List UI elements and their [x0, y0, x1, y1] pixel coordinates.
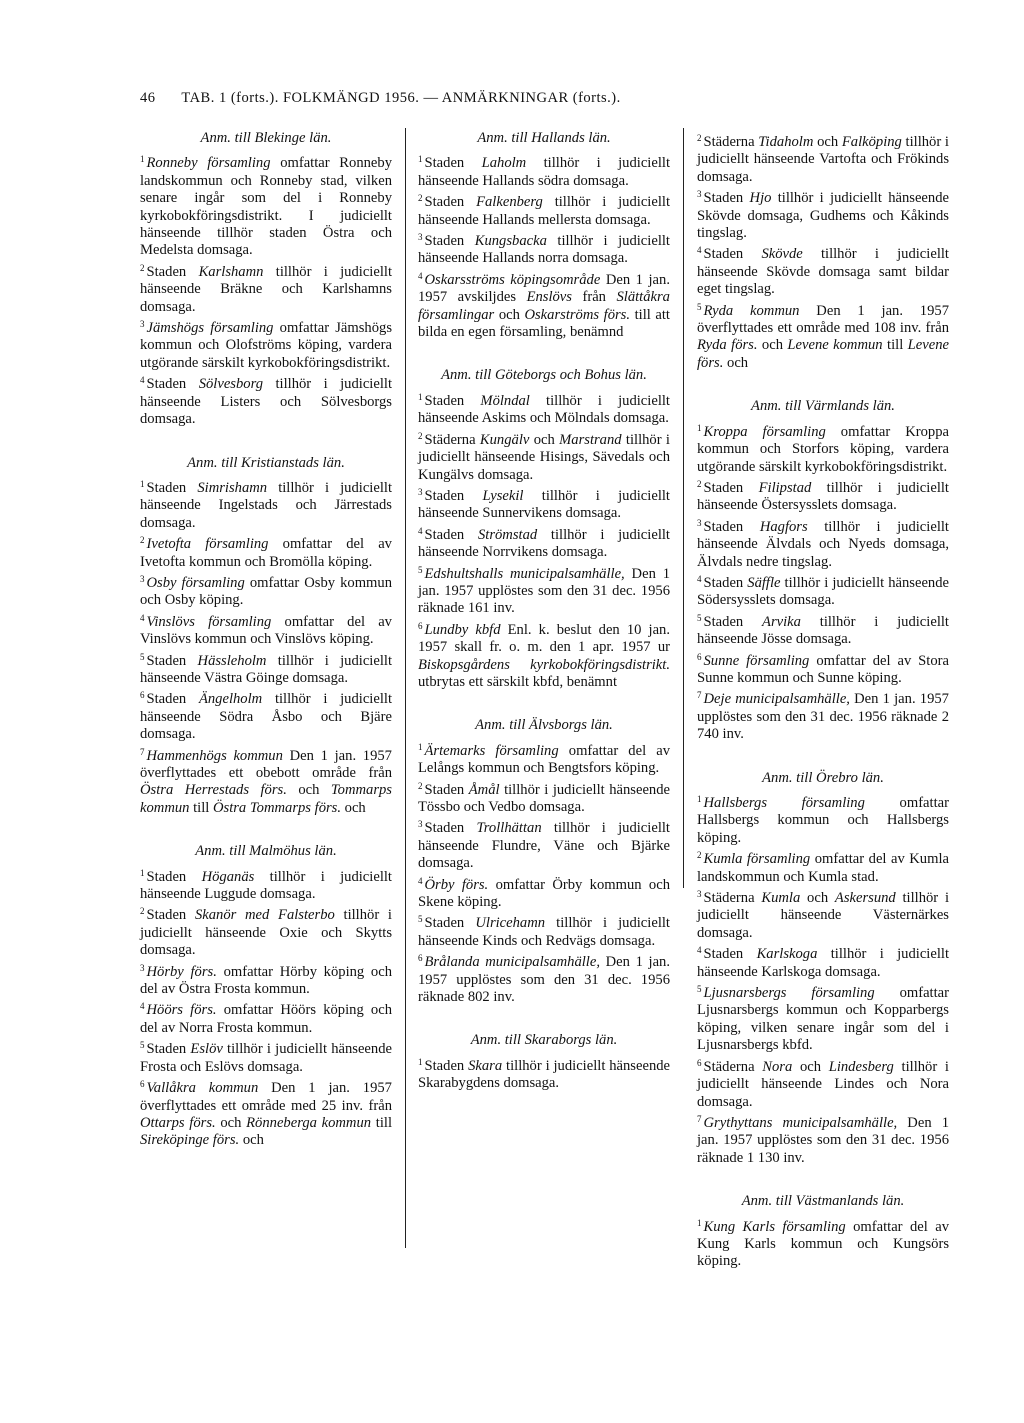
- footnote-italic-name: Levene förs.: [697, 337, 949, 371]
- footnote-italic-name: Slättåkra församlingar: [418, 289, 670, 323]
- footnote: [140, 865, 392, 904]
- footnote-number: 6: [697, 1057, 702, 1068]
- footnote-italic-name: Enslövs: [526, 289, 572, 306]
- footnote-italic-name: Ronneby församling: [146, 155, 271, 172]
- footnote-text: omfattar del av Stora Sunne kommun och Sunne köping.: [697, 652, 949, 686]
- section-heading: Anm. till Värmlands län.: [751, 398, 895, 415]
- footnote-text: tillhör i judiciellt hänseende Bräkne och Karlshamns domsaga.: [140, 263, 393, 315]
- footnote-number: 3: [697, 517, 702, 528]
- section-heading: Anm. till Örebro län.: [762, 769, 884, 786]
- footnote-italic-name: Hörby förs.: [146, 963, 217, 980]
- section-heading: Anm. till Malmöhus län.: [195, 843, 337, 860]
- footnote-text: som den 31 dec. 1956 räknade 2 740 inv.: [697, 708, 949, 743]
- page-title: TAB. 1 (forts.). FOLKMÄNGD 1956. — ANMÄRKNINGAR (forts.).: [181, 90, 621, 106]
- footnote-italic-name: Ryda förs.: [697, 337, 758, 354]
- footnote-text: omfattar del av Kung Karls kommun och Kungsörs köping.: [697, 1218, 949, 1270]
- footnote-number: 6: [418, 620, 423, 631]
- footnote: [697, 847, 949, 886]
- footnote-number: 6: [697, 651, 702, 662]
- footnote-italic-name: Hjo: [749, 190, 772, 207]
- footnote-number: 2: [140, 535, 145, 546]
- footnote-text: Staden: [703, 518, 744, 535]
- footnote-text: Staden: [146, 907, 187, 924]
- footnote-italic-name: Ottarps förs.: [140, 1114, 216, 1131]
- footnote-text: omfattar Hörby köping och del av Östra Frosta kommun.: [140, 963, 392, 998]
- footnote-italic-name: Ivetofta församling: [146, 536, 269, 553]
- footnote: [418, 618, 670, 692]
- footnote-number: 7: [140, 746, 145, 757]
- footnote-italic-name: Karlskoga: [756, 946, 818, 963]
- footnote-text: tillhör i judiciellt hänseende Flundre, Väne och Bjärke domsaga.: [418, 820, 670, 872]
- footnote-italic-name: Östra Tommarps förs.: [212, 799, 341, 816]
- footnote-italic-name: Sunne församling: [703, 652, 810, 669]
- footnote-number: 3: [140, 319, 145, 330]
- section-heading: Anm. till Göteborgs och Bohus län.: [441, 367, 647, 384]
- footnote-text: till: [193, 799, 210, 816]
- footnote-number: 1: [418, 391, 423, 402]
- footnote: [140, 960, 392, 999]
- footnote-italic-name: Kungsbacka: [474, 233, 547, 250]
- footnote-italic-name: Sölvesborg: [198, 376, 264, 393]
- footnote-number: 5: [418, 914, 423, 925]
- footnote-text: Staden: [424, 1057, 465, 1074]
- footnote-text: omfattar del av Ivetofta kommun och Bromölla köping.: [140, 536, 392, 570]
- footnote-italic-name: Skanör med Falsterbo: [194, 907, 335, 924]
- footnote-text: tillhör i judiciellt hänseende Skövde domsaga, Gudhems och Kåkinds tingslag.: [697, 190, 949, 242]
- footnote-italic-name: Ängelholm: [198, 691, 263, 708]
- footnote-text: omfattar del av Lelångs kommun och Bengtsfors köping.: [418, 742, 670, 777]
- footnote-italic-name: Nora: [762, 1058, 793, 1075]
- footnote-italic-name: Skara: [468, 1057, 503, 1074]
- footnote-text: Staden: [703, 613, 744, 630]
- footnote-number: 5: [140, 651, 145, 662]
- footnote-text: tillhör i judiciellt hänseende Hallands södra domsaga.: [418, 155, 670, 189]
- footnote-text: Staden: [424, 233, 465, 250]
- footnote-text: Städerna: [424, 431, 476, 448]
- footnote: [418, 229, 670, 268]
- footnote-text: från: [582, 289, 606, 306]
- footnote-number: 4: [418, 875, 423, 886]
- footnote-text: Staden: [424, 915, 465, 932]
- footnote-text: omfattar Ronneby landskommun och Ronneby stad, vilken senare ingår som del i Ronneby kyrkobokföringsdistrikt. I judiciellt hänseende tillhör staden Östra och Medelsta domsaga.: [140, 155, 392, 259]
- footnote-text: Den 1 jan. 1957 överflyttades ett område med 25 inv. från: [140, 1080, 392, 1114]
- footnote-number: 3: [697, 189, 702, 200]
- footnote-text: tillhör i judiciellt hänseende Västernärkes domsaga.: [697, 890, 949, 941]
- footnote-text: tillhör i judiciellt hänseende Oxie och Skytts domsaga.: [140, 907, 392, 959]
- footnote-text: Staden: [703, 946, 744, 963]
- footnote-text: tillhör i judiciellt hänseende Listers och Sölvesborgs domsaga.: [140, 376, 393, 428]
- section-heading: Anm. till Älvsborgs län.: [475, 717, 613, 734]
- footnote-italic-name: Eslöv: [190, 1041, 223, 1058]
- footnote: [140, 744, 392, 818]
- footnote-text: tillhör i judiciellt hänseende Älvdals och Nyeds domsaga, Älvdals nedre tingslag.: [697, 518, 949, 570]
- footnote-italic-name: Ulricehamn: [475, 915, 546, 932]
- footnote: [418, 389, 670, 428]
- footnote-text: tillhör i judiciellt hänseende Askims och Mölndals domsaga.: [418, 392, 670, 427]
- footnote-italic-name: Jämshögs församling: [146, 320, 274, 337]
- footnote: [418, 523, 670, 562]
- footnote-text: tillhör i judiciellt hänseende Sunnervikens domsaga.: [418, 487, 670, 522]
- footnote-number: 1: [418, 154, 423, 165]
- footnote-italic-name: Arvika: [762, 613, 801, 630]
- section-heading: Anm. till Skaraborgs län.: [470, 1032, 618, 1049]
- footnote: [697, 130, 949, 186]
- footnote: [140, 610, 392, 649]
- footnote-text: Enl. k. beslut den 10 jan. 1957 skall fr. o. m. den 1 apr. 1957 ur: [418, 621, 670, 656]
- footnote-text: Staden: [146, 263, 187, 280]
- footnote-number: 4: [697, 573, 702, 584]
- footnote-text: tillhör i judiciellt hänseende Hallands mellersta domsaga.: [418, 194, 670, 228]
- footnote: [140, 687, 392, 743]
- footnote-number: 5: [418, 564, 423, 575]
- footnote-text: och: [807, 890, 829, 907]
- footnote-number: 2: [418, 780, 423, 791]
- footnote: [140, 1037, 392, 1076]
- footnote: [697, 420, 949, 476]
- footnote: [418, 1054, 670, 1093]
- footnote-italic-name: Kung Karls församling: [703, 1218, 846, 1235]
- column-3: [697, 130, 949, 1271]
- footnote: [418, 911, 670, 950]
- footnote-text: omfattar del av Vinslövs kommun och Vinslövs köping.: [140, 613, 392, 648]
- footnote-text: och: [761, 337, 783, 354]
- footnote: [697, 610, 949, 649]
- footnote: [697, 571, 949, 610]
- footnote: [140, 571, 392, 610]
- footnote-number: 6: [140, 690, 145, 701]
- footnote: [697, 299, 949, 373]
- footnote: [418, 562, 670, 618]
- footnote-text: Staden: [424, 155, 465, 172]
- footnote-text: omfattar Kroppa kommun och Storfors köping, vardera utgörande särskilt kyrkobokföringsdistrikt.: [697, 423, 949, 475]
- footnote-text: Staden: [146, 652, 187, 669]
- footnote-text: Staden: [146, 1041, 187, 1058]
- footnote-italic-name: Levene kommun: [787, 337, 883, 354]
- footnote: [697, 242, 949, 298]
- footnote-number: 5: [140, 1040, 145, 1051]
- footnote-number: 2: [140, 262, 145, 273]
- footnote-text: Den 1 jan. 1957 överflyttades ett område med 108 inv. från: [697, 302, 949, 337]
- footnote-italic-name: Oskarsströms köpingsområde: [424, 271, 601, 288]
- footnote-number: 2: [697, 478, 702, 489]
- column-2: [418, 130, 670, 1093]
- footnote-number: 7: [697, 690, 702, 701]
- footnote-number: 7: [697, 1113, 702, 1124]
- footnote-text: och: [817, 134, 839, 150]
- footnote-italic-name: Marstrand: [559, 431, 622, 448]
- footnote-text: Staden: [703, 246, 744, 263]
- footnote-text: Staden: [424, 487, 465, 504]
- footnote-text: till: [887, 337, 904, 354]
- footnote-text: omfattar Jämshögs kommun och Olofströms köping, vardera utgörande särskilt kyrkobokföringsdistrikt.: [140, 320, 393, 371]
- footnote-italic-name: Hammenhögs kommun: [146, 747, 283, 764]
- footnote-italic-name: Lundby kbfd: [424, 621, 501, 638]
- footnote-text: tillhör i judiciellt hänseende Karlskoga domsaga.: [697, 946, 950, 980]
- footnote-text: och: [533, 431, 555, 448]
- footnote-number: 2: [418, 193, 423, 204]
- footnote-text: tillhör i judiciellt hänseende Södra Åsbo och Bjäre domsaga.: [140, 691, 392, 743]
- footnote-number: 5: [697, 612, 702, 623]
- footnote-italic-name: Kungälv: [479, 431, 530, 448]
- footnote-number: 1: [697, 1217, 702, 1228]
- footnote-text: Den 1 jan. 1957 upplöstes: [697, 691, 949, 725]
- footnote-text: tillhör i judiciellt hänseende Västra Göinge domsaga.: [140, 652, 392, 686]
- footnote-text: omfattar Ljusnarsbergs kommun och Kopparbergs köping, vilken senare ingår som del i Ljusnarsbergs kbfd.: [697, 985, 949, 1054]
- section-heading: Anm. till Blekinge län.: [200, 130, 332, 146]
- column-divider: [405, 128, 406, 1248]
- footnote-text: tillhör i judiciellt hänseende Kinds och Redvägs domsaga.: [418, 915, 670, 949]
- footnote-number: 2: [697, 850, 702, 861]
- footnote: [140, 998, 392, 1037]
- footnote-text: tillhör i judiciellt hänseende Tössbo och Vedbo domsaga.: [418, 781, 670, 815]
- footnote-number: 1: [697, 794, 702, 804]
- footnote: [418, 484, 670, 523]
- footnote-number: 4: [697, 945, 702, 956]
- footnote-italic-name: Biskopsgårdens kyrkobokföringsdistrikt.: [418, 656, 670, 673]
- footnote-text: tillhör i judiciellt hänseende Södersysslets domsaga.: [697, 574, 949, 609]
- section-heading: Anm. till Hallands län.: [477, 130, 611, 146]
- footnote: [140, 532, 392, 571]
- footnote-italic-name: Kroppa församling: [703, 423, 826, 440]
- footnote-italic-name: Höganäs: [201, 868, 255, 885]
- footnote-text: och: [298, 782, 320, 799]
- footnote-italic-name: Kumla församling: [703, 851, 811, 868]
- footnote-italic-name: Vallåkra kommun: [146, 1080, 259, 1097]
- footnote: [418, 151, 670, 190]
- footnote-italic-name: Östra Herrestads förs.: [140, 782, 287, 799]
- footnote-text: till att bilda en egen församling, benämnd: [418, 306, 670, 341]
- footnote-text: Staden: [703, 574, 744, 591]
- page-header: [140, 90, 621, 107]
- footnote: [418, 268, 670, 342]
- footnote-italic-name: Laholm: [481, 155, 527, 172]
- column-divider: [683, 128, 684, 888]
- footnote-text: som den 31 dec. 1956 räknade 1 130 inv.: [697, 1132, 949, 1166]
- footnote: [697, 1055, 949, 1111]
- footnote-italic-name: Kumla: [761, 890, 801, 907]
- footnote: [140, 372, 392, 428]
- footnote-text: tillhör i judiciellt hänseende Skövde domsaga samt bildar eget tingslag.: [697, 246, 949, 298]
- footnote-text: Den 1 jan. 1957 upplöstes: [697, 1114, 949, 1149]
- footnote-number: 4: [418, 270, 423, 281]
- footnote-number: 6: [140, 1079, 145, 1090]
- footnote-italic-name: Simrishamn: [197, 479, 268, 496]
- footnote-italic-name: Sireköpinge förs.: [140, 1132, 240, 1149]
- footnote-text: utbrytas ett särskilt kbfd, benämnt: [418, 673, 618, 690]
- footnote-number: 4: [140, 375, 145, 386]
- footnote-italic-name: Örby förs.: [424, 876, 489, 893]
- footnote-text: Staden: [146, 479, 187, 496]
- footnote-text: omfattar Osby kommun och Osby köping.: [140, 574, 393, 609]
- footnote-number: 4: [697, 245, 702, 256]
- footnote-italic-name: Karlshamn: [198, 263, 264, 280]
- footnote-number: 3: [140, 573, 145, 584]
- footnote-text: Den 1 jan. 1957 upplöstes: [418, 954, 670, 988]
- footnote-text: som den 31 dec. 1956 räknade 802 inv.: [418, 971, 670, 1006]
- footnote-italic-name: Tidaholm: [758, 134, 814, 150]
- footnote: [140, 476, 392, 532]
- footnote-text: tillhör i judiciellt hänseende Luggude domsaga.: [140, 868, 392, 903]
- section-heading: Anm. till Västmanlands län.: [741, 1193, 905, 1210]
- footnote-number: 3: [418, 819, 423, 830]
- footnote-text: och: [242, 1132, 264, 1149]
- footnote-text: tillhör i judiciellt hänseende Norrvikens domsaga.: [418, 526, 670, 561]
- footnote-italic-name: Filipstad: [758, 479, 812, 496]
- footnote-text: omfattar Hallsbergs kommun och Hallsbergs köping.: [697, 795, 949, 846]
- footnote: [697, 886, 949, 942]
- footnote-text: Staden: [146, 376, 187, 393]
- footnote-italic-name: Hagfors: [759, 518, 808, 535]
- footnote-text: och: [799, 1058, 822, 1075]
- footnote-text: till: [375, 1114, 392, 1131]
- footnote-number: 1: [418, 741, 423, 752]
- footnote-text: tillhör i judiciellt hänseende Vartofta och Frökinds domsaga.: [697, 134, 949, 185]
- footnote-text: Den 1 jan. 1957 upplöstes: [418, 565, 670, 599]
- footnote-text: tillhör i judiciellt hänseende Östersysslets domsaga.: [697, 479, 949, 514]
- footnote-number: 1: [140, 478, 145, 489]
- footnote-italic-name: Hässleholm: [197, 652, 267, 669]
- footnote-text: tillhör i judiciellt hänseende Frosta och Eslövs domsaga.: [140, 1041, 392, 1075]
- footnote: [418, 190, 670, 229]
- footnote-number: 3: [418, 232, 423, 243]
- footnote-text: Staden: [146, 868, 187, 885]
- footnote-italic-name: Vinslövs församling: [146, 613, 272, 630]
- footnote-italic-name: Höörs förs.: [146, 1002, 217, 1019]
- footnote-italic-name: Ljusnarsbergs församling: [703, 985, 875, 1002]
- footnote-text: Staden: [424, 820, 465, 837]
- footnote: [697, 942, 949, 981]
- footnote-number: 2: [418, 430, 423, 441]
- footnote-text: Städerna: [703, 890, 755, 907]
- footnote-italic-name: Ärtemarks församling: [424, 742, 559, 759]
- footnote: [697, 1111, 949, 1167]
- footnote: [697, 687, 949, 743]
- footnote-number: 1: [697, 422, 702, 433]
- footnote-text: Staden: [424, 781, 465, 798]
- footnote: [697, 186, 949, 242]
- footnote: [418, 873, 670, 912]
- footnote-text: omfattar Örby kommun och Skene köping.: [418, 876, 670, 911]
- footnote: [140, 903, 392, 959]
- footnote-italic-name: Ryda kommun: [703, 302, 800, 319]
- footnote-text: som den 31 dec. 1956 räknade 161 inv.: [418, 582, 670, 617]
- footnote-italic-name: Trollhättan: [476, 820, 542, 837]
- footnote-italic-name: Åmål: [468, 781, 500, 798]
- footnote-text: omfattar Höörs köping och del av Norra Frosta kommun.: [140, 1002, 392, 1036]
- footnote-number: 2: [140, 906, 145, 917]
- footnote-number: 1: [140, 154, 145, 165]
- footnote-text: tillhör i judiciellt hänseende Ingelstads och Järrestads domsaga.: [140, 479, 392, 531]
- footnote-text: och: [344, 799, 366, 816]
- footnote-italic-name: Askersund: [834, 890, 896, 907]
- footnote-text: och: [220, 1114, 242, 1131]
- footnote-italic-name: Oskarströms förs.: [524, 306, 631, 323]
- footnote-italic-name: Tommarps kommun: [140, 782, 392, 816]
- footnote-italic-name: Skövde: [761, 246, 803, 263]
- footnote-italic-name: Falkenberg: [476, 194, 543, 211]
- page-number: 46: [140, 90, 156, 106]
- footnote-number: 1: [418, 1056, 423, 1067]
- footnote-number: 3: [140, 962, 145, 973]
- footnote-number: 5: [697, 984, 702, 995]
- footnote-italic-name: Lysekil: [482, 487, 524, 504]
- footnote-number: 3: [697, 889, 702, 900]
- footnote-text: tillhör i judiciellt hänseende Hisings, Sävedals och Kungälvs domsaga.: [418, 431, 670, 483]
- section-heading: Anm. till Kristianstads län.: [187, 454, 345, 471]
- footnote: [418, 778, 670, 817]
- footnote: [697, 476, 949, 515]
- footnote: [697, 1215, 949, 1271]
- footnote: [697, 649, 949, 688]
- footnote-number: 5: [697, 301, 702, 312]
- footnote-text: Staden: [424, 194, 465, 211]
- footnote: [140, 649, 392, 688]
- footnote: [140, 316, 392, 372]
- footnote-text: Staden: [703, 479, 744, 496]
- column-1: [140, 130, 392, 1150]
- footnote-text: Staden: [146, 691, 187, 708]
- footnote-italic-name: Brålanda municipalsamhälle,: [424, 954, 600, 971]
- footnote-text: och: [727, 354, 749, 371]
- footnote-text: tillhör i judiciellt hänseende Lindes och Nora domsaga.: [697, 1058, 949, 1110]
- footnote-text: Den 1 jan. 1957 avskiljdes: [418, 271, 670, 306]
- footnote-text: och: [498, 306, 520, 323]
- footnote: [140, 1076, 392, 1150]
- footnote-text: Staden: [703, 190, 744, 207]
- footnote-italic-name: Grythyttans municipalsamhälle,: [703, 1114, 898, 1131]
- footnote-italic-name: Säffle: [747, 574, 781, 591]
- footnote-italic-name: Rönneberga kommun: [246, 1114, 372, 1131]
- footnote-text: tillhör i judiciellt hänseende Hallands norra domsaga.: [418, 233, 670, 267]
- footnote: [418, 816, 670, 872]
- footnote-italic-name: Hallsbergs församling: [703, 795, 865, 811]
- footnote-italic-name: Osby församling: [146, 574, 245, 591]
- footnote: [697, 515, 949, 571]
- footnote-text: tillhör i judiciellt hänseende Skarabygdens domsaga.: [418, 1057, 671, 1092]
- footnote-italic-name: Deje municipalsamhälle,: [703, 691, 850, 708]
- footnote-number: 1: [140, 867, 145, 878]
- footnote-italic-name: Lindesberg: [828, 1058, 894, 1075]
- footnote-number: 3: [418, 486, 423, 497]
- footnote-text: Staden: [424, 392, 465, 409]
- footnote-text: Städerna: [703, 1058, 755, 1075]
- footnote: [140, 151, 392, 259]
- footnote: [697, 981, 949, 1055]
- footnote-number: 6: [418, 953, 423, 964]
- footnote-italic-name: Edshultshalls municipalsamhälle,: [424, 565, 625, 582]
- footnote-italic-name: Strömstad: [477, 526, 538, 543]
- footnote-italic-name: Mölndal: [480, 392, 530, 409]
- footnote-number: 2: [697, 133, 702, 143]
- footnote-italic-name: Falköping: [841, 134, 902, 150]
- footnote: [697, 791, 949, 847]
- footnote: [140, 260, 392, 316]
- footnote-number: 4: [140, 1001, 145, 1012]
- footnote-number: 4: [418, 525, 423, 536]
- footnote-text: Städerna: [703, 134, 755, 150]
- footnote-text: omfattar del av Kumla landskommun och Kumla stad.: [697, 851, 949, 885]
- footnote-number: 4: [140, 612, 145, 623]
- footnote: [418, 950, 670, 1006]
- footnote-text: Staden: [424, 526, 465, 543]
- footnote-text: tillhör i judiciellt hänseende Jösse domsaga.: [697, 613, 949, 648]
- footnote-text: Den 1 jan. 1957 överflyttades ett obebott område från: [140, 747, 392, 781]
- footnote: [418, 428, 670, 484]
- footnote: [418, 739, 670, 778]
